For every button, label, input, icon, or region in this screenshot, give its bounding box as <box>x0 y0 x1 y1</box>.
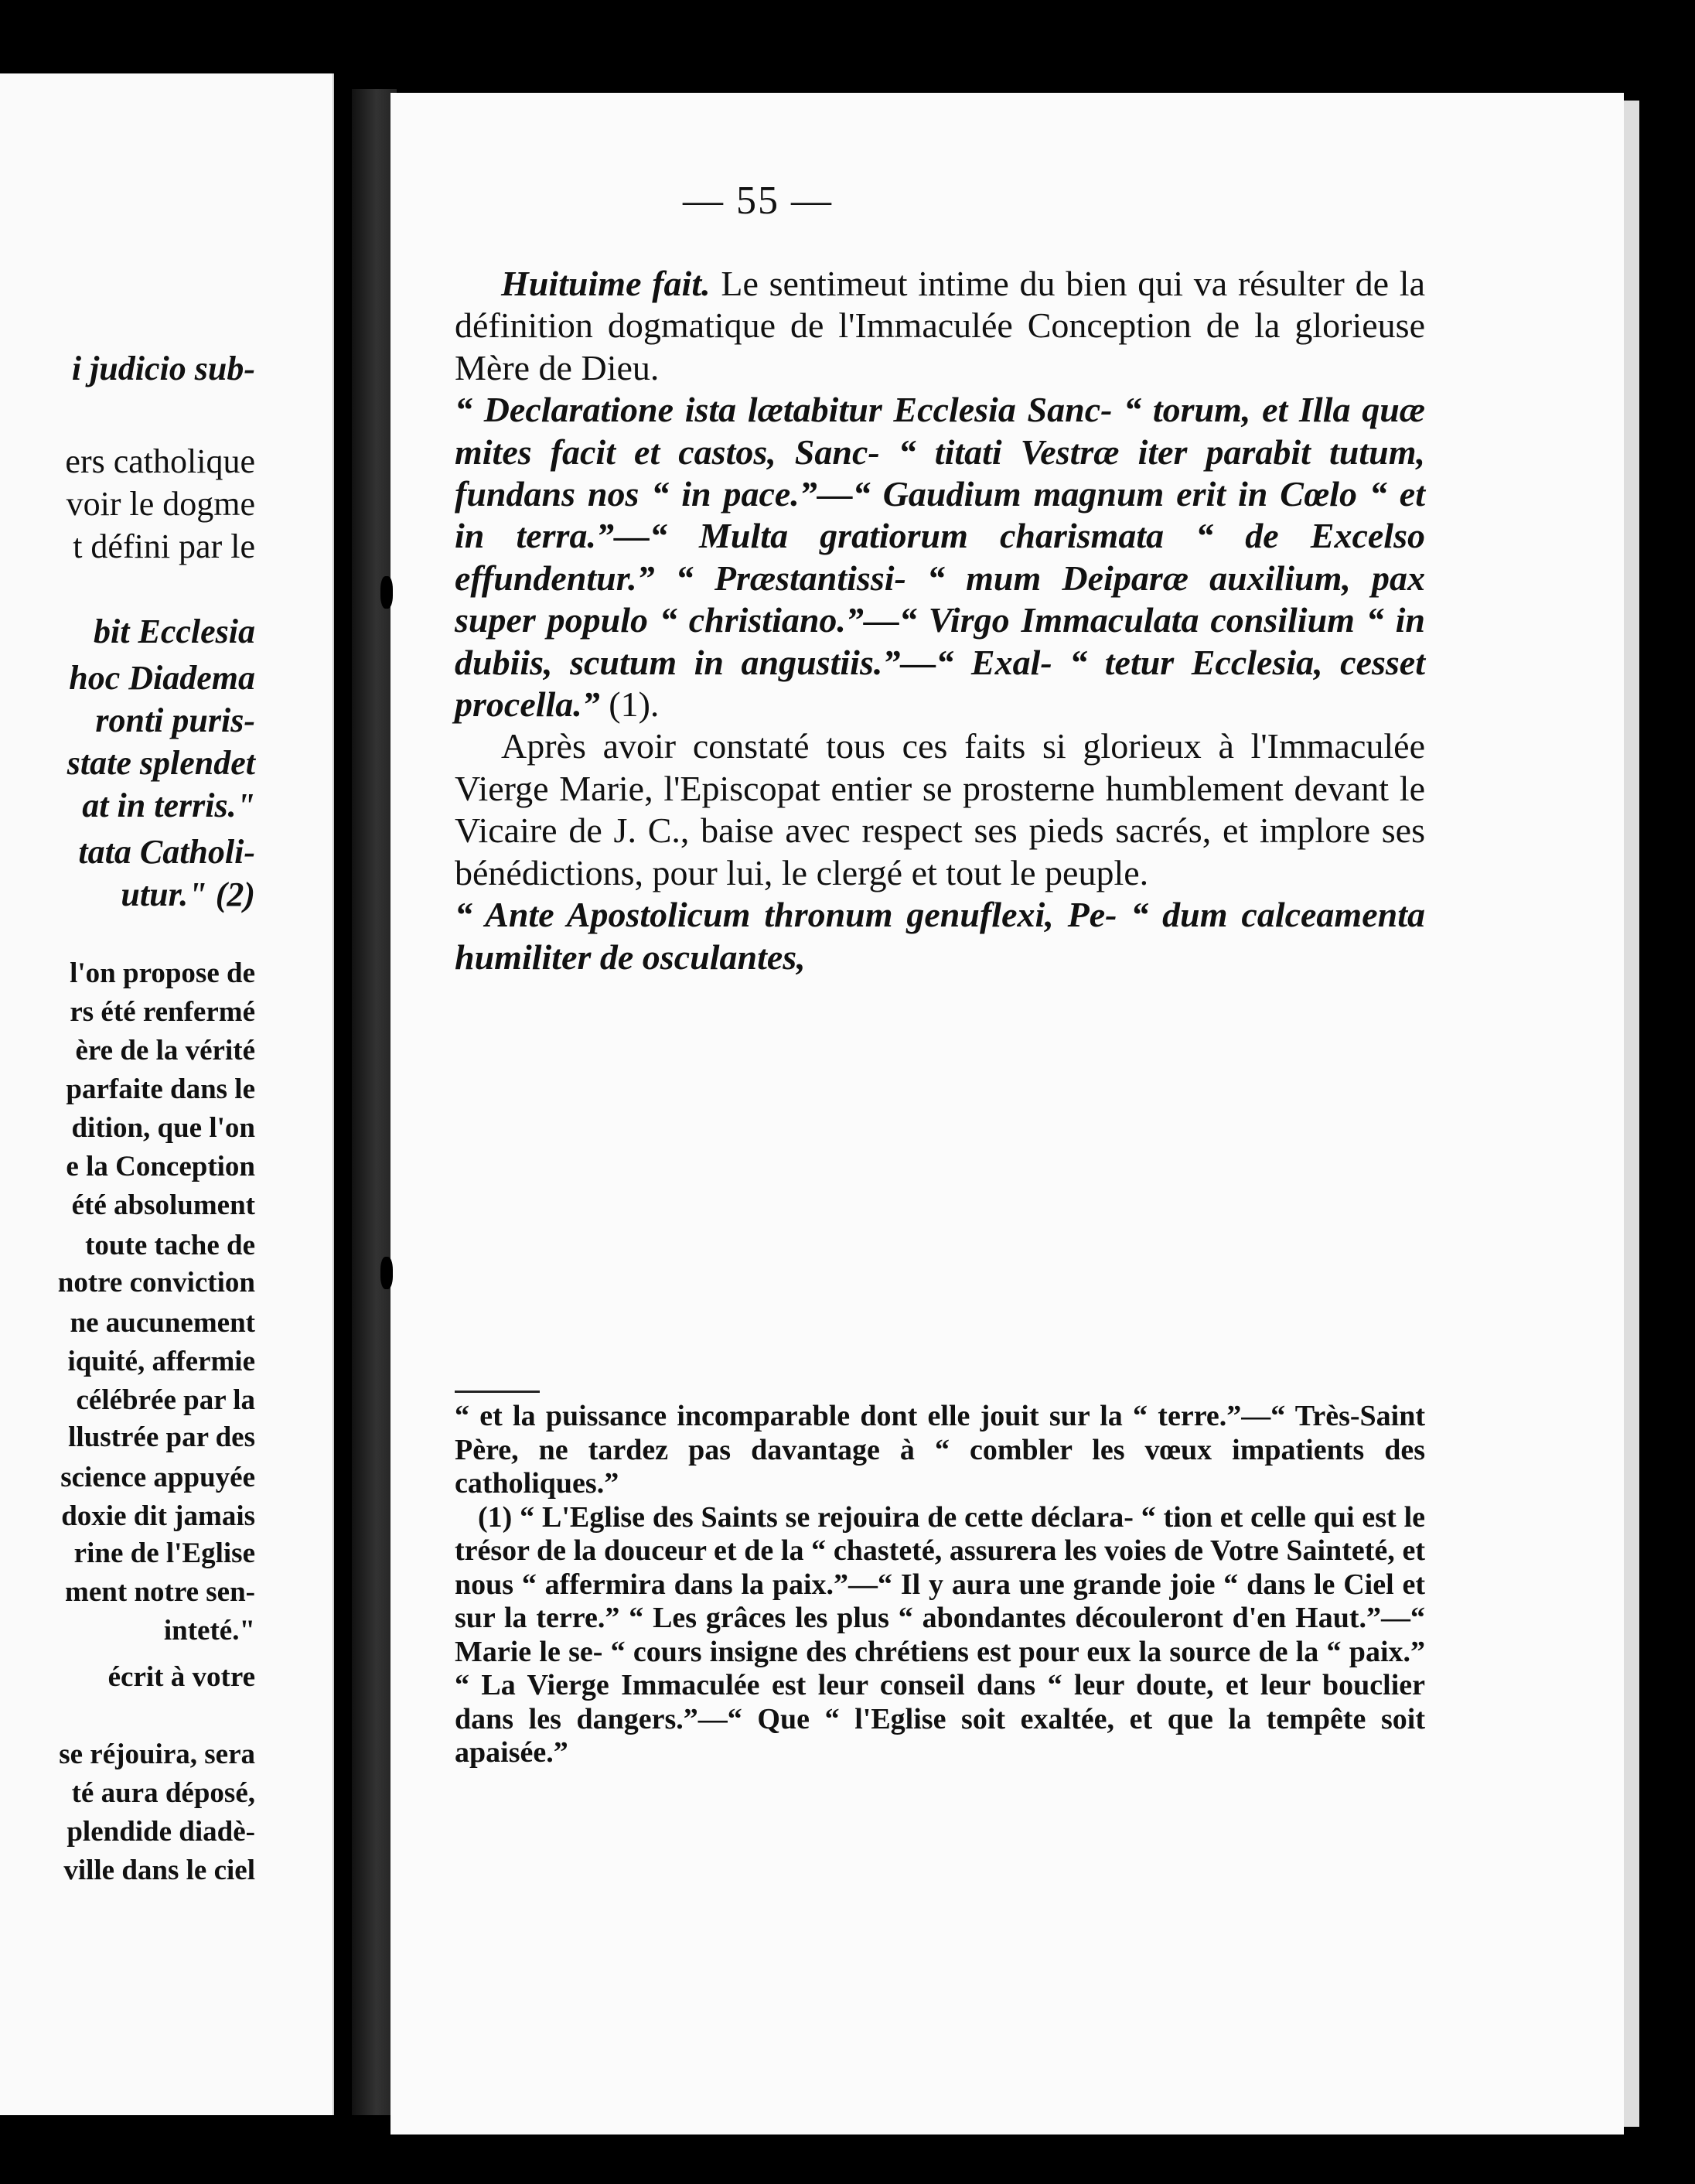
previous-page-line: e la Conception <box>66 1151 255 1182</box>
previous-page-line: t défini par le <box>73 527 255 565</box>
previous-page-line: utur." (2) <box>121 875 255 913</box>
page-number: — 55 — <box>683 179 833 223</box>
footnote-continuation: “ et la puissance incomparable dont elle jouit sur la “ terre.”—“ Très-Saint Père, ne tardez pas davantage à “ combler les vœux impatients des catholiques.” <box>455 1400 1425 1500</box>
previous-page-line: i judicio sub- <box>71 350 255 387</box>
previous-page-line: ment notre sen- <box>65 1576 255 1608</box>
previous-page-line: voir le dogme <box>66 485 255 523</box>
previous-page-line: ne aucunement <box>70 1307 255 1339</box>
previous-page-line: llustrée par des <box>68 1421 255 1453</box>
previous-page-line: notre conviction <box>57 1267 255 1298</box>
previous-page-line: été absolument <box>71 1189 255 1221</box>
paragraph-huitieme-fait <box>455 263 1425 389</box>
footnote-separator <box>455 1391 540 1393</box>
previous-page-line: ers catholique <box>65 442 255 480</box>
previous-page-line: célébrée par la <box>76 1384 255 1416</box>
previous-page-line: plendide diadè- <box>67 1816 255 1848</box>
previous-page <box>0 73 334 2115</box>
previous-page-line: iquité, affermie <box>67 1346 255 1377</box>
previous-page-line: ville dans le ciel <box>63 1855 255 1886</box>
previous-page-line: parfaite dans le <box>66 1073 255 1105</box>
previous-page-line: hoc Diadema <box>69 659 255 697</box>
previous-page-line: ère de la vérité <box>75 1035 255 1066</box>
previous-page-line: dition, que l'on <box>71 1112 255 1144</box>
previous-page-line: tata Catholi- <box>78 833 255 871</box>
page-mark <box>380 1257 393 1289</box>
previous-page-line: rine de l'Eglise <box>73 1537 255 1569</box>
previous-page-line: state splendet <box>67 744 255 782</box>
latin-quote-2: “ Ante Apostolicum thronum genuflexi, Pe- “ dum calceamenta humiliter de osculantes, <box>455 895 1425 977</box>
footnote-ref: (1). <box>599 684 660 725</box>
previous-page-line: se réjouira, sera <box>59 1739 255 1770</box>
section-lead: Huituime fait. <box>501 264 711 303</box>
previous-page-line: toute tache de <box>85 1230 255 1261</box>
paragraph-text: Le sentimeut intime du bien qui va résulter de la définition dogmatique de l'Immaculée Conception de la glorieuse Mère de Dieu. <box>455 264 1425 387</box>
previous-page-line: ronti puris- <box>95 701 255 739</box>
previous-page-line: doxie dit jamais <box>61 1500 255 1532</box>
previous-page-line: science appuyée <box>60 1462 255 1493</box>
previous-page-line: té aura déposé, <box>71 1777 255 1809</box>
latin-quote <box>455 389 1425 725</box>
footnotes <box>455 1400 1425 1770</box>
previous-page-line: at in terris." <box>82 787 255 824</box>
previous-page-line: l'on propose de <box>70 957 255 989</box>
main-text <box>455 263 1425 978</box>
previous-page-line: bit Ecclesia <box>94 613 255 650</box>
previous-page-line: inteté." <box>163 1615 255 1647</box>
page-edge <box>1624 101 1639 2127</box>
footnote-1: (1) “ L'Eglise des Saints se rejouira de cette déclara- “ tion et celle qui est le trésor de la douceur et de la “ chasteté, assurera les voies de Votre Sainteté, et nous “ affermira dans la paix.”—“ Il y aura une grande joie “ dans le Ciel et sur la terre.” “ Les grâces les plus “ abondantes découleront d'en Haut.”—“ Marie le se- “ cours insigne des chrétiens est pour eux la source de la “ paix.” “ La Vierge Immaculée est leur conseil dans “ leur doute, et leur bouclier dans les dangers.”—“ Que “ l'Eglise soit exaltée, et que la tempête soit apaisée.” <box>455 1500 1425 1769</box>
paragraph-episcopat: Après avoir constaté tous ces faits si glorieux à l'Immaculée Vierge Marie, l'Episcopat entier se prosterne humblement devant le Vicaire de J. C., baise avec respect ses pieds sacrés, et implore ses bénédictions, pour lui, le clergé et tout le peuple. <box>455 726 1425 892</box>
page-mark <box>380 576 393 609</box>
previous-page-line: écrit à votre <box>107 1661 255 1693</box>
latin-quote-text: “ Declaratione ista lætabitur Ecclesia Sanc- “ torum, et Illa quæ mites facit et castos, Sanc- “ titati Vestræ iter parabit tutum, fundans nos “ in pace.”—“ Gaudium magnum erit in Cœlo “ et in terra.”—“ Multa gratiorum charismata “ de Excelso effundentur.” “ Præstantissi- “ mum Deiparæ auxilium, pax super populo “ christiano.”—“ Virgo Immaculata consilium “ in dubiis, scutum in angustiis.”—“ Exal- “ tetur Ecclesia, cesset procella.” <box>455 390 1425 725</box>
previous-page-line: rs été renfermé <box>70 996 255 1028</box>
